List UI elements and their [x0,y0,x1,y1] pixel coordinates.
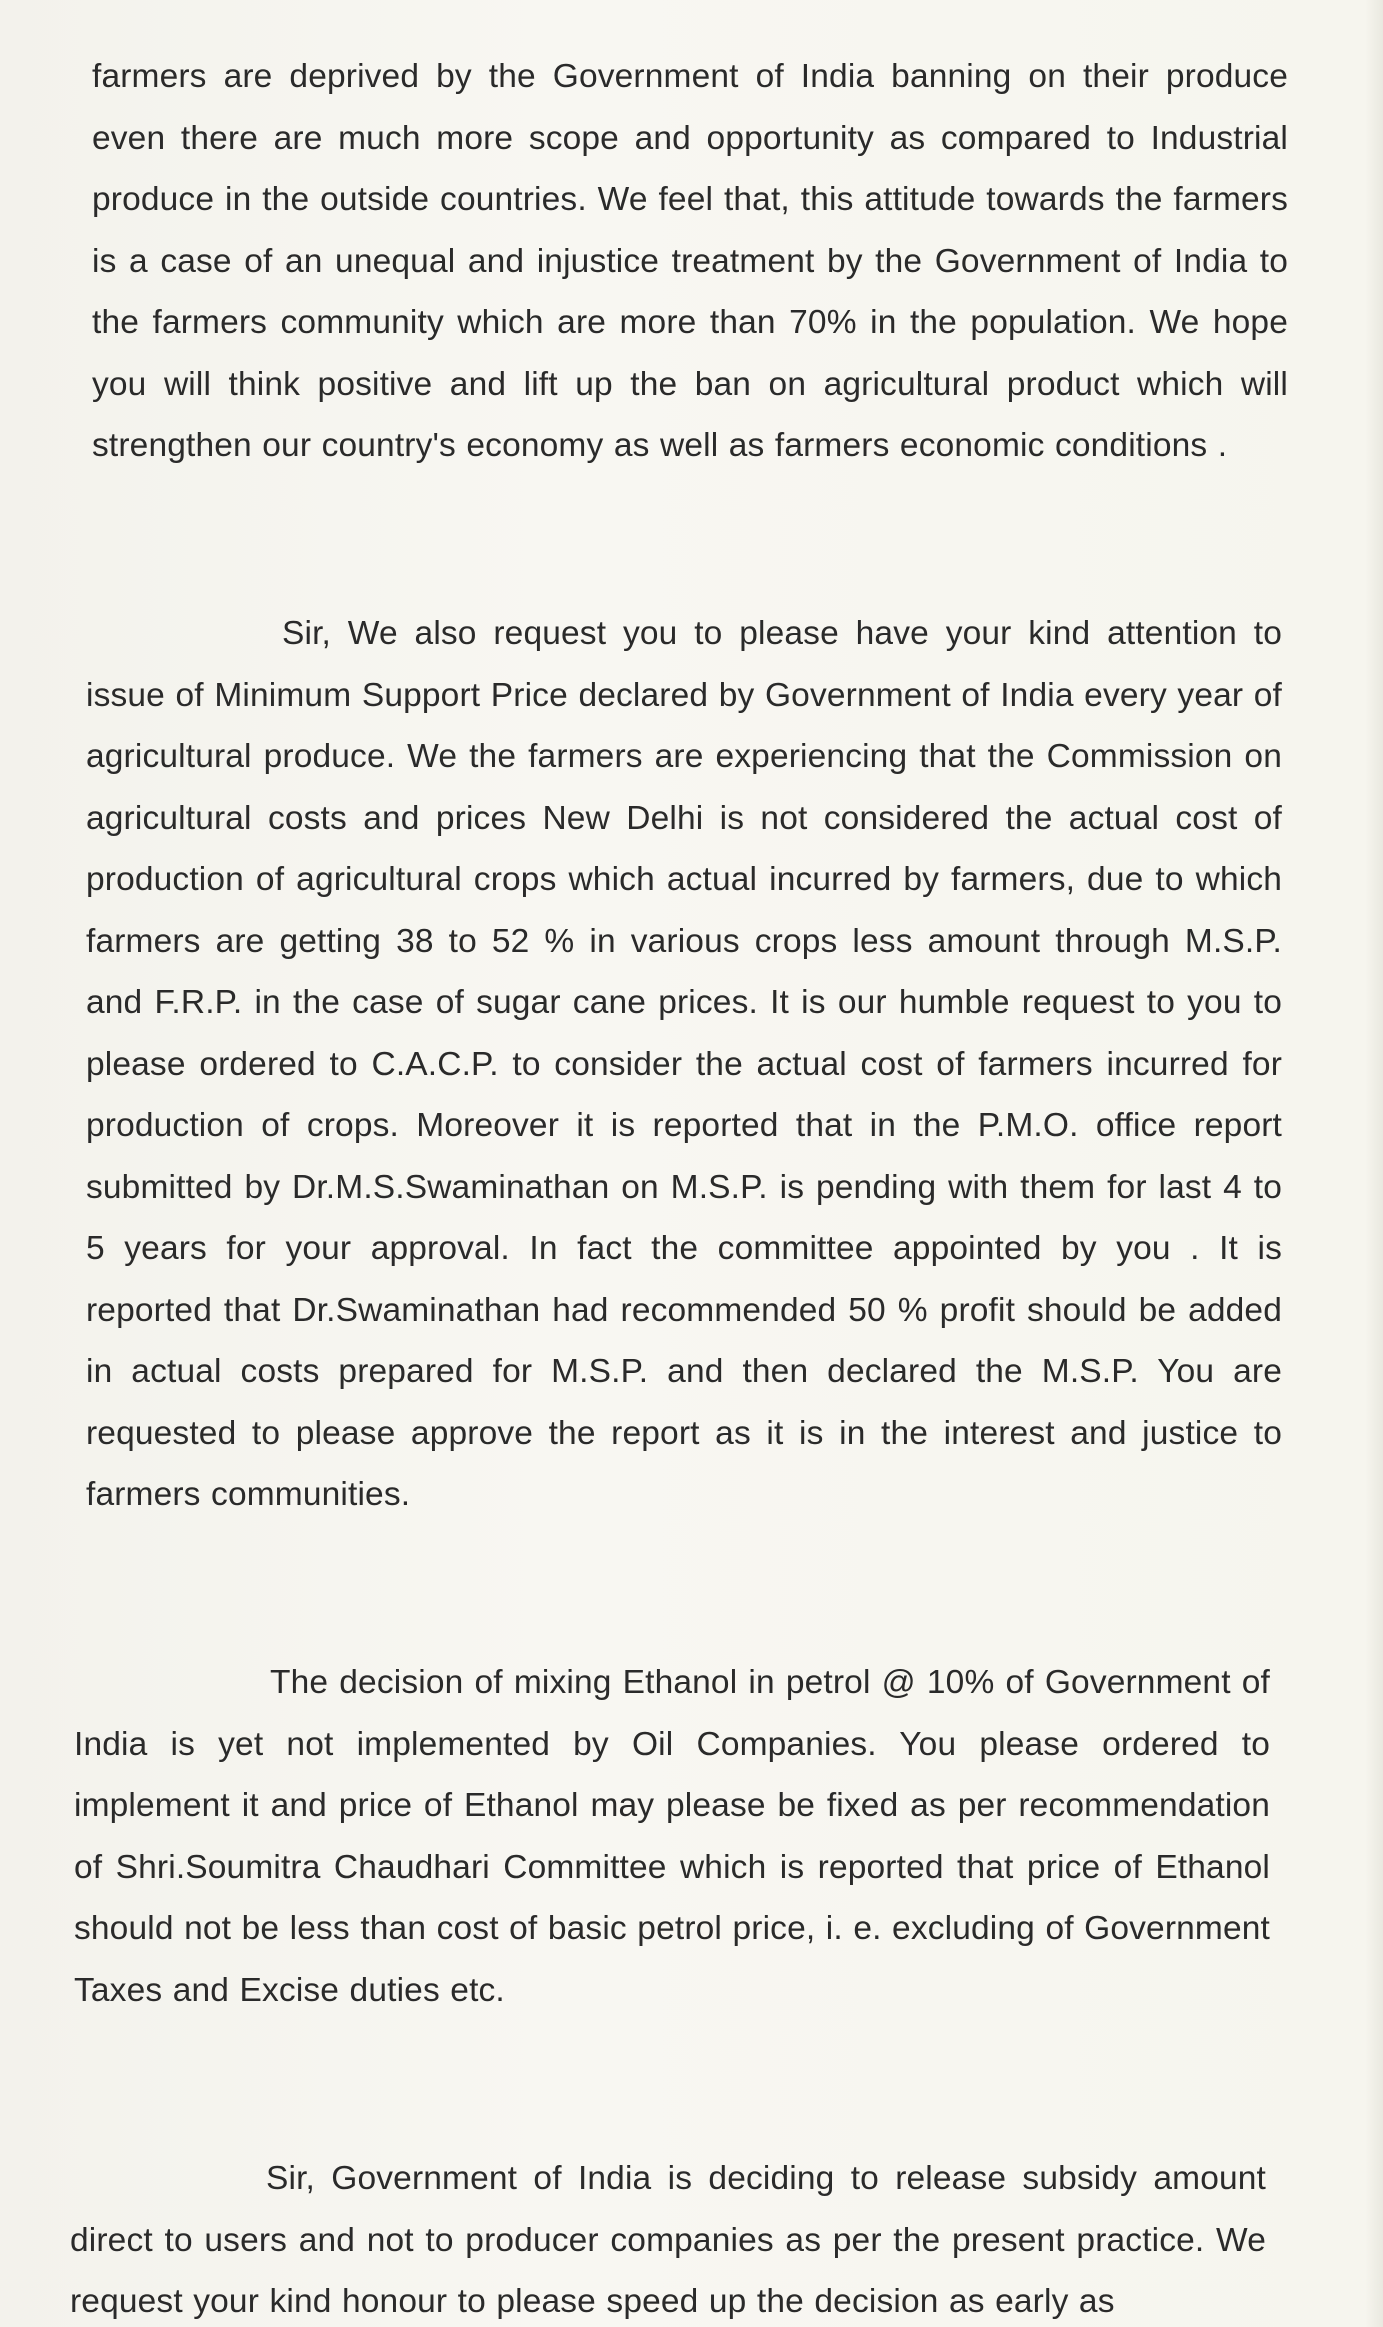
paragraph-subsidy-release: Sir, Government of India is deciding to release subsidy amount direct to users and not to producer companies as per the present practice. We request your kind honour to please speed up the decision as early as [70,2160,1266,2320]
paragraph-minimum-support-price: Sir, We also request you to please have your kind attention to issue of Minimum Support Price declared by Government of India every year of agricultural produce. We the farmers are experiencing that the Commission on agricultural costs and prices New Delhi is not considered the actual cost of production of agricultural crops which actual incurred by farmers, due to which farmers are getting 38 to 52 % in various crops less amount through M.S.P. and F.R.P. in the case of sugar cane prices. It is our humble request to you to please ordered to C.A.C.P. to consider the actual cost of farmers incurred for production of crops. Moreover it is reported that in the P.M.O. office report submitted by Dr.M.S.Swaminathan on M.S.P. is pending with them for last 4 to 5 years for your approval. In fact the committee appointed by you . It is reported that Dr.Swaminathan had recommended 50 % profit should be added in actual costs prepared for M.S.P. and then declared the M.S.P. You are requested to please approve the report as it is in the interest and justice to farmers communities. [86,615,1282,1513]
paragraph-ethanol-blending: The decision of mixing Ethanol in petrol @ 10% of Government of India is yet not implemented by Oil Companies. You please ordered to implement it and price of Ethanol may please be fixed as per recommendation of Shri.Soumitra Chaudhari Committee which is reported that price of Ethanol should not be less than cost of basic petrol price, i. e. excluding of Government Taxes and Excise duties etc. [74,1664,1270,2009]
paragraph-export-ban: farmers are deprived by the Government of India banning on their produce even there are much more scope and opportunity as compared to Industrial produce in the outside countries. We feel that, this attitude towards the farmers is a case of an unequal and injustice treatment by the Government of India to the farmers community which are more than 70% in the population. We hope you will think positive and lift up the ban on agricultural product which will strengthen our country's economy as well as farmers economic conditions . [92,58,1288,464]
page-edge-shadow [1365,0,1383,2327]
